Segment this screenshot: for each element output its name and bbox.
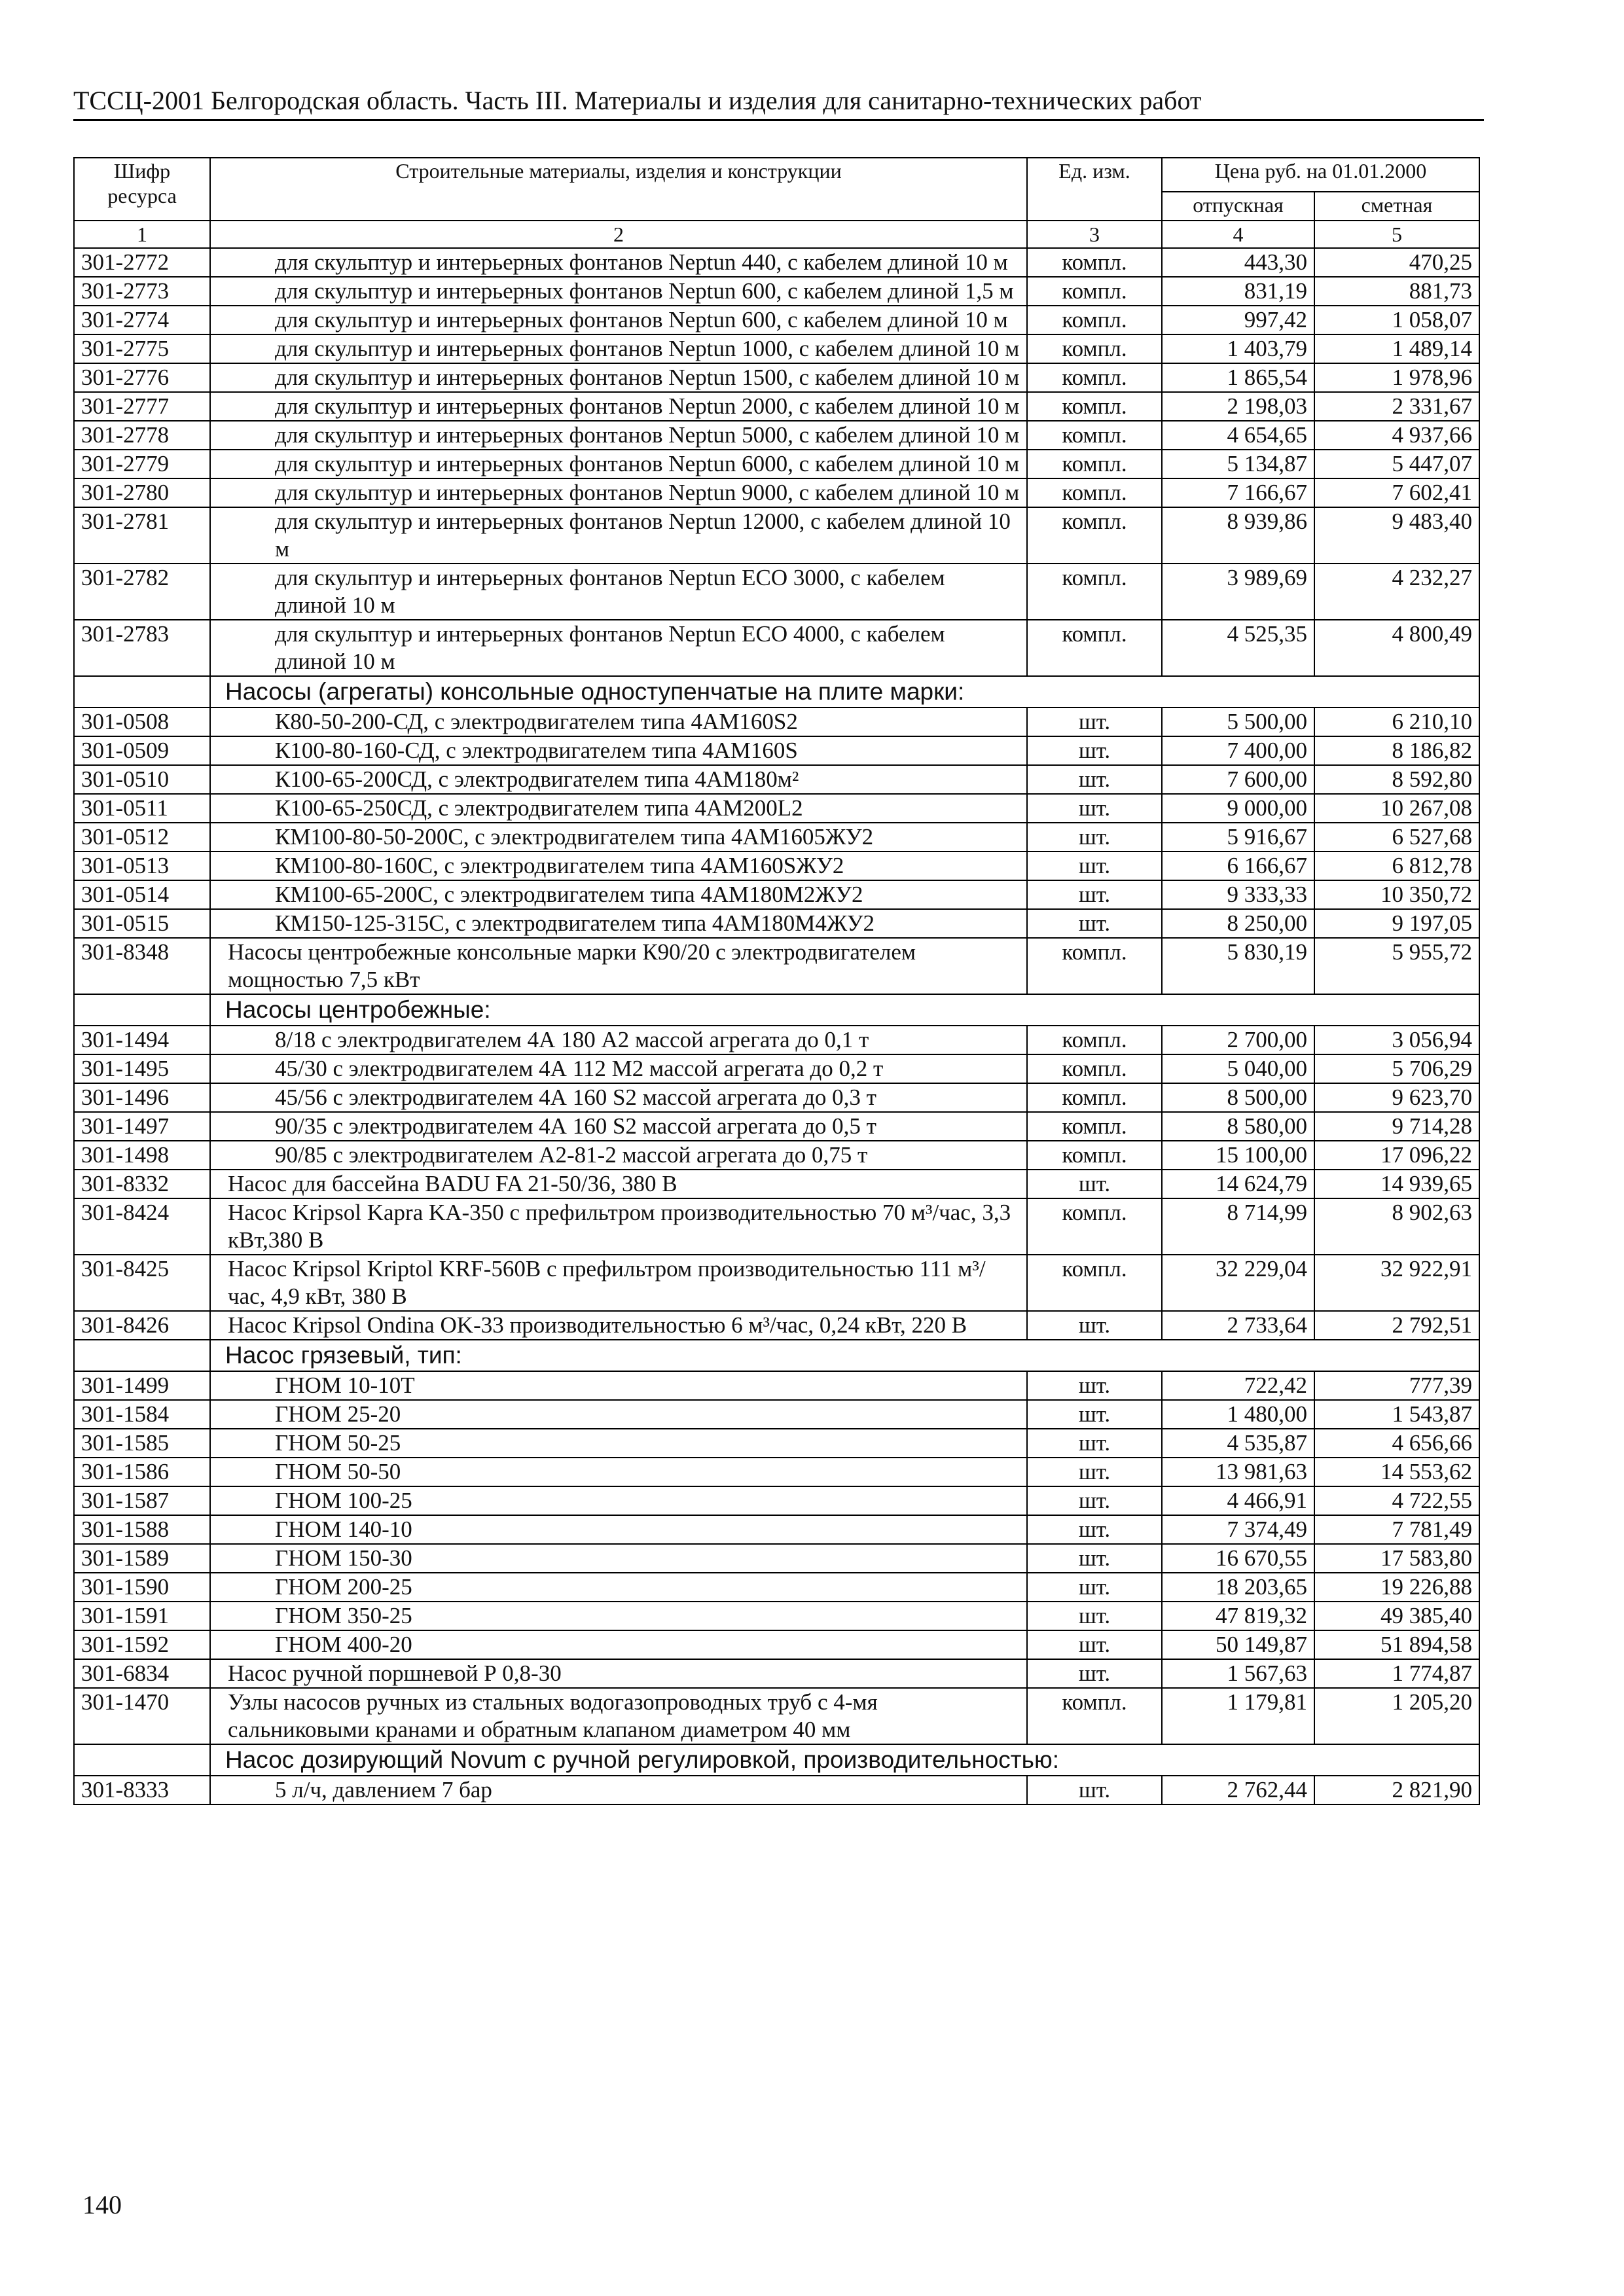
unit-of-measure: шт. — [1027, 1544, 1162, 1573]
estimate-price: 6 210,10 — [1314, 708, 1479, 736]
estimate-price: 8 186,82 — [1314, 736, 1479, 765]
section-title: Насосы центробежные: — [210, 994, 1479, 1026]
item-name: для скульптур и интерьерных фонтанов Neptun 12000, с кабелем длиной 10 м — [210, 507, 1027, 564]
resource-code: 301-1585 — [74, 1429, 210, 1458]
release-price: 15 100,00 — [1162, 1141, 1314, 1170]
item-name: 5 л/ч, давлением 7 бар — [210, 1776, 1027, 1804]
estimate-price: 19 226,88 — [1314, 1573, 1479, 1602]
resource-code: 301-8425 — [74, 1255, 210, 1311]
unit-of-measure: шт. — [1027, 1429, 1162, 1458]
estimate-price: 51 894,58 — [1314, 1630, 1479, 1659]
item-name: К80-50-200-СД, с электродвигателем типа 4АМ160S2 — [210, 708, 1027, 736]
estimate-price: 9 197,05 — [1314, 909, 1479, 938]
item-name: Насос ручной поршневой Р 0,8-30 — [210, 1659, 1027, 1688]
item-name: для скульптур и интерьерных фонтанов Neptun 600, с кабелем длиной 10 м — [210, 306, 1027, 334]
estimate-price: 4 937,66 — [1314, 421, 1479, 450]
item-name: К100-80-160-СД, с электродвигателем типа 4АМ160S — [210, 736, 1027, 765]
item-name: ГНОМ 350-25 — [210, 1602, 1027, 1630]
item-name: Насос Kripsol Kapra KA-350 с префильтром производительностью 70 м³/час, 3,3 кВт,380 В — [210, 1198, 1027, 1255]
item-name: Насос Kripsol Ondina OK-33 производительностью 6 м³/час, 0,24 кВт, 220 В — [210, 1311, 1027, 1340]
item-name: для скульптур и интерьерных фонтанов Neptun 2000, с кабелем длиной 10 м — [210, 392, 1027, 421]
table-row — [74, 1573, 1479, 1602]
table-row — [74, 334, 1479, 363]
column-number: 1 — [74, 221, 210, 248]
resource-code: 301-8424 — [74, 1198, 210, 1255]
table-row — [74, 823, 1479, 852]
item-name: для скульптур и интерьерных фонтанов Neptun 5000, с кабелем длиной 10 м — [210, 421, 1027, 450]
item-name: ГНОМ 100-25 — [210, 1486, 1027, 1515]
release-price: 4 466,91 — [1162, 1486, 1314, 1515]
section-title: Насосы (агрегаты) консольные одноступенчатые на плите марки: — [210, 676, 1479, 708]
table-row — [74, 1429, 1479, 1458]
table-row — [74, 1311, 1479, 1340]
resource-code: 301-0514 — [74, 880, 210, 909]
release-price: 1 865,54 — [1162, 363, 1314, 392]
estimate-price: 7 781,49 — [1314, 1515, 1479, 1544]
table-row — [74, 248, 1479, 277]
release-price: 2 733,64 — [1162, 1311, 1314, 1340]
estimate-price: 2 792,51 — [1314, 1311, 1479, 1340]
unit-of-measure: шт. — [1027, 736, 1162, 765]
estimate-price: 4 656,66 — [1314, 1429, 1479, 1458]
resource-code: 301-1588 — [74, 1515, 210, 1544]
item-name: для скульптур и интерьерных фонтанов Neptun 6000, с кабелем длиной 10 м — [210, 450, 1027, 478]
table-row — [74, 1255, 1479, 1311]
table-row — [74, 1400, 1479, 1429]
release-price: 13 981,63 — [1162, 1458, 1314, 1486]
estimate-price: 6 527,68 — [1314, 823, 1479, 852]
release-price: 3 989,69 — [1162, 564, 1314, 620]
release-price: 5 134,87 — [1162, 450, 1314, 478]
table-row — [74, 1371, 1479, 1400]
item-name: К100-65-200СД, с электродвигателем типа 4АМ180м² — [210, 765, 1027, 794]
estimate-price: 4 800,49 — [1314, 620, 1479, 676]
item-name: Насосы центробежные консольные марки К90/20 с электродвигателем мощностью 7,5 кВт — [210, 938, 1027, 994]
table-row — [74, 1630, 1479, 1659]
price-table — [73, 157, 1480, 1805]
unit-of-measure: шт. — [1027, 1371, 1162, 1400]
unit-of-measure: шт. — [1027, 1659, 1162, 1688]
table-row — [74, 1083, 1479, 1112]
unit-of-measure: компл. — [1027, 363, 1162, 392]
estimate-price: 8 592,80 — [1314, 765, 1479, 794]
unit-of-measure: компл. — [1027, 620, 1162, 676]
table-row — [74, 421, 1479, 450]
estimate-price: 1 543,87 — [1314, 1400, 1479, 1429]
item-name: для скульптур и интерьерных фонтанов Neptun 1000, с кабелем длиной 10 м — [210, 334, 1027, 363]
estimate-price: 8 902,63 — [1314, 1198, 1479, 1255]
table-row — [74, 277, 1479, 306]
table-row — [74, 708, 1479, 736]
item-name: КМ100-65-200С, с электродвигателем типа 4АМ180М2ЖУ2 — [210, 880, 1027, 909]
table-row — [74, 1458, 1479, 1486]
item-name: КМ100-80-50-200С, с электродвигателем типа 4АМ1605ЖУ2 — [210, 823, 1027, 852]
resource-code: 301-6834 — [74, 1659, 210, 1688]
table-row — [74, 450, 1479, 478]
unit-of-measure: компл. — [1027, 1054, 1162, 1083]
item-name: Насос для бассейна BADU FA 21-50/36, 380 В — [210, 1170, 1027, 1198]
table-row — [74, 794, 1479, 823]
resource-code: 301-0508 — [74, 708, 210, 736]
resource-code: 301-2774 — [74, 306, 210, 334]
estimate-price: 10 350,72 — [1314, 880, 1479, 909]
resource-code: 301-1587 — [74, 1486, 210, 1515]
resource-code: 301-1586 — [74, 1458, 210, 1486]
estimate-price: 17 583,80 — [1314, 1544, 1479, 1573]
resource-code: 301-2781 — [74, 507, 210, 564]
unit-of-measure: шт. — [1027, 852, 1162, 880]
release-price: 50 149,87 — [1162, 1630, 1314, 1659]
estimate-price: 2 331,67 — [1314, 392, 1479, 421]
estimate-price: 1 205,20 — [1314, 1688, 1479, 1744]
table-row — [74, 736, 1479, 765]
header-release-price: отпускная — [1162, 192, 1314, 221]
item-name: для скульптур и интерьерных фонтанов Neptun 9000, с кабелем длиной 10 м — [210, 478, 1027, 507]
estimate-price: 2 821,90 — [1314, 1776, 1479, 1804]
unit-of-measure: шт. — [1027, 765, 1162, 794]
release-price: 5 500,00 — [1162, 708, 1314, 736]
estimate-price: 49 385,40 — [1314, 1602, 1479, 1630]
item-name: 8/18 с электродвигателем 4А 180 А2 массой агрегата до 0,1 т — [210, 1026, 1027, 1054]
column-number: 4 — [1162, 221, 1314, 248]
resource-code: 301-1494 — [74, 1026, 210, 1054]
item-name: ГНОМ 10-10Т — [210, 1371, 1027, 1400]
table-row — [74, 1141, 1479, 1170]
release-price: 4 535,87 — [1162, 1429, 1314, 1458]
item-name: 45/56 с электродвигателем 4А 160 S2 массой агрегата до 0,3 т — [210, 1083, 1027, 1112]
unit-of-measure: компл. — [1027, 507, 1162, 564]
resource-code: 301-2772 — [74, 248, 210, 277]
release-price: 2 700,00 — [1162, 1026, 1314, 1054]
release-price: 997,42 — [1162, 306, 1314, 334]
table-body — [74, 248, 1479, 1804]
item-name: 45/30 с электродвигателем 4А 112 М2 массой агрегата до 0,2 т — [210, 1054, 1027, 1083]
estimate-price: 3 056,94 — [1314, 1026, 1479, 1054]
release-price: 1 567,63 — [1162, 1659, 1314, 1688]
unit-of-measure: компл. — [1027, 1141, 1162, 1170]
resource-code: 301-1584 — [74, 1400, 210, 1429]
unit-of-measure: шт. — [1027, 909, 1162, 938]
header-divider — [73, 119, 1484, 121]
resource-code: 301-0510 — [74, 765, 210, 794]
unit-of-measure: компл. — [1027, 1255, 1162, 1311]
item-name: ГНОМ 25-20 — [210, 1400, 1027, 1429]
resource-code: 301-1589 — [74, 1544, 210, 1573]
resource-code: 301-1590 — [74, 1573, 210, 1602]
unit-of-measure: шт. — [1027, 1776, 1162, 1804]
item-name: Узлы насосов ручных из стальных водогазопроводных труб с 4-мя сальниковыми кранами и обратным клапаном диаметром 40 мм — [210, 1688, 1027, 1744]
table-row — [74, 1659, 1479, 1688]
estimate-price: 1 058,07 — [1314, 306, 1479, 334]
resource-code: 301-8426 — [74, 1311, 210, 1340]
unit-of-measure: шт. — [1027, 1602, 1162, 1630]
resource-code: 301-0513 — [74, 852, 210, 880]
release-price: 8 580,00 — [1162, 1112, 1314, 1141]
estimate-price: 6 812,78 — [1314, 852, 1479, 880]
section-code-cell — [74, 1340, 210, 1371]
unit-of-measure: компл. — [1027, 306, 1162, 334]
unit-of-measure: шт. — [1027, 1170, 1162, 1198]
estimate-price: 7 602,41 — [1314, 478, 1479, 507]
estimate-price: 1 774,87 — [1314, 1659, 1479, 1688]
section-row — [74, 1744, 1479, 1776]
estimate-price: 17 096,22 — [1314, 1141, 1479, 1170]
table-row — [74, 765, 1479, 794]
unit-of-measure: шт. — [1027, 823, 1162, 852]
item-name: ГНОМ 150-30 — [210, 1544, 1027, 1573]
resource-code: 301-8348 — [74, 938, 210, 994]
table-row — [74, 1054, 1479, 1083]
estimate-price: 1 978,96 — [1314, 363, 1479, 392]
release-price: 8 939,86 — [1162, 507, 1314, 564]
release-price: 8 500,00 — [1162, 1083, 1314, 1112]
section-row — [74, 676, 1479, 708]
estimate-price: 5 706,29 — [1314, 1054, 1479, 1083]
table-row — [74, 1776, 1479, 1804]
item-name: для скульптур и интерьерных фонтанов Neptun 1500, с кабелем длиной 10 м — [210, 363, 1027, 392]
resource-code: 301-2777 — [74, 392, 210, 421]
item-name: 90/85 с электродвигателем А2-81-2 массой агрегата до 0,75 т — [210, 1141, 1027, 1170]
unit-of-measure: компл. — [1027, 478, 1162, 507]
release-price: 16 670,55 — [1162, 1544, 1314, 1573]
resource-code: 301-2779 — [74, 450, 210, 478]
resource-code: 301-1592 — [74, 1630, 210, 1659]
unit-of-measure: компл. — [1027, 1688, 1162, 1744]
table-row — [74, 1198, 1479, 1255]
header-name: Строительные материалы, изделия и конструкции — [210, 158, 1027, 221]
item-name: для скульптур и интерьерных фонтанов Neptun 440, с кабелем длиной 10 м — [210, 248, 1027, 277]
unit-of-measure: шт. — [1027, 880, 1162, 909]
release-price: 7 400,00 — [1162, 736, 1314, 765]
resource-code: 301-1499 — [74, 1371, 210, 1400]
header-price: Цена руб. на 01.01.2000 — [1162, 158, 1479, 192]
unit-of-measure: компл. — [1027, 277, 1162, 306]
estimate-price: 1 489,14 — [1314, 334, 1479, 363]
item-name: ГНОМ 50-50 — [210, 1458, 1027, 1486]
resource-code: 301-2782 — [74, 564, 210, 620]
table-row — [74, 620, 1479, 676]
release-price: 831,19 — [1162, 277, 1314, 306]
item-name: ГНОМ 400-20 — [210, 1630, 1027, 1659]
table-row — [74, 363, 1479, 392]
release-price: 47 819,32 — [1162, 1602, 1314, 1630]
item-name: ГНОМ 140-10 — [210, 1515, 1027, 1544]
release-price: 4 525,35 — [1162, 620, 1314, 676]
release-price: 5 830,19 — [1162, 938, 1314, 994]
section-code-cell — [74, 994, 210, 1026]
estimate-price: 32 922,91 — [1314, 1255, 1479, 1311]
resource-code: 301-1497 — [74, 1112, 210, 1141]
table-row — [74, 1602, 1479, 1630]
item-name: КМ150-125-315С, с электродвигателем типа 4АМ180М4ЖУ2 — [210, 909, 1027, 938]
unit-of-measure: компл. — [1027, 1026, 1162, 1054]
estimate-price: 10 267,08 — [1314, 794, 1479, 823]
page-header-title: ТССЦ-2001 Белгородская область. Часть III. Материалы и изделия для санитарно-технических работ — [73, 86, 1202, 115]
release-price: 8 250,00 — [1162, 909, 1314, 938]
unit-of-measure: компл. — [1027, 1083, 1162, 1112]
release-price: 32 229,04 — [1162, 1255, 1314, 1311]
section-title: Насос грязевый, тип: — [210, 1340, 1479, 1371]
resource-code: 301-0515 — [74, 909, 210, 938]
resource-code: 301-8333 — [74, 1776, 210, 1804]
resource-code: 301-2783 — [74, 620, 210, 676]
table-row — [74, 1112, 1479, 1141]
resource-code: 301-2773 — [74, 277, 210, 306]
unit-of-measure: шт. — [1027, 1458, 1162, 1486]
unit-of-measure: шт. — [1027, 1311, 1162, 1340]
release-price: 18 203,65 — [1162, 1573, 1314, 1602]
unit-of-measure: шт. — [1027, 1400, 1162, 1429]
table-row — [74, 909, 1479, 938]
table-row — [74, 392, 1479, 421]
table-row — [74, 1688, 1479, 1744]
resource-code: 301-0512 — [74, 823, 210, 852]
release-price: 6 166,67 — [1162, 852, 1314, 880]
table-row — [74, 507, 1479, 564]
estimate-price: 14 553,62 — [1314, 1458, 1479, 1486]
release-price: 443,30 — [1162, 248, 1314, 277]
unit-of-measure: компл. — [1027, 938, 1162, 994]
table-row — [74, 1170, 1479, 1198]
item-name: 90/35 с электродвигателем 4А 160 S2 массой агрегата до 0,5 т — [210, 1112, 1027, 1141]
table-row — [74, 1544, 1479, 1573]
release-price: 1 480,00 — [1162, 1400, 1314, 1429]
estimate-price: 9 714,28 — [1314, 1112, 1479, 1141]
item-name: для скульптур и интерьерных фонтанов Neptun ECO 4000, с кабелем длиной 10 м — [210, 620, 1027, 676]
release-price: 2 198,03 — [1162, 392, 1314, 421]
release-price: 2 762,44 — [1162, 1776, 1314, 1804]
resource-code: 301-0509 — [74, 736, 210, 765]
release-price: 1 179,81 — [1162, 1688, 1314, 1744]
release-price: 4 654,65 — [1162, 421, 1314, 450]
unit-of-measure: шт. — [1027, 1630, 1162, 1659]
estimate-price: 14 939,65 — [1314, 1170, 1479, 1198]
estimate-price: 5 955,72 — [1314, 938, 1479, 994]
release-price: 7 600,00 — [1162, 765, 1314, 794]
unit-of-measure: шт. — [1027, 1573, 1162, 1602]
section-code-cell — [74, 1744, 210, 1776]
table-row — [74, 478, 1479, 507]
item-name: ГНОМ 50-25 — [210, 1429, 1027, 1458]
table-row — [74, 938, 1479, 994]
resource-code: 301-1498 — [74, 1141, 210, 1170]
unit-of-measure: компл. — [1027, 1112, 1162, 1141]
item-name: К100-65-250СД, с электродвигателем типа 4АМ200L2 — [210, 794, 1027, 823]
column-number: 2 — [210, 221, 1027, 248]
unit-of-measure: компл. — [1027, 248, 1162, 277]
header-code: Шифр ресурса — [74, 158, 210, 221]
resource-code: 301-1495 — [74, 1054, 210, 1083]
resource-code: 301-8332 — [74, 1170, 210, 1198]
table-row — [74, 880, 1479, 909]
table-row — [74, 852, 1479, 880]
section-code-cell — [74, 676, 210, 708]
release-price: 9 333,33 — [1162, 880, 1314, 909]
unit-of-measure: шт. — [1027, 708, 1162, 736]
resource-code: 301-1496 — [74, 1083, 210, 1112]
resource-code: 301-2775 — [74, 334, 210, 363]
page-number: 140 — [82, 2190, 122, 2219]
item-name: Насос Kripsol Kriptol KRF-560В с префильтром производительностью 111 м³/час, 4,9 кВт, 380 В — [210, 1255, 1027, 1311]
release-price: 7 374,49 — [1162, 1515, 1314, 1544]
resource-code: 301-2780 — [74, 478, 210, 507]
section-row — [74, 994, 1479, 1026]
estimate-price: 881,73 — [1314, 277, 1479, 306]
release-price: 8 714,99 — [1162, 1198, 1314, 1255]
release-price: 9 000,00 — [1162, 794, 1314, 823]
header-unit: Ед. изм. — [1027, 158, 1162, 221]
estimate-price: 777,39 — [1314, 1371, 1479, 1400]
unit-of-measure: компл. — [1027, 450, 1162, 478]
table-row — [74, 1486, 1479, 1515]
unit-of-measure: компл. — [1027, 334, 1162, 363]
item-name: для скульптур и интерьерных фонтанов Neptun ECO 3000, с кабелем длиной 10 м — [210, 564, 1027, 620]
unit-of-measure: компл. — [1027, 564, 1162, 620]
section-row — [74, 1340, 1479, 1371]
release-price: 1 403,79 — [1162, 334, 1314, 363]
unit-of-measure: шт. — [1027, 794, 1162, 823]
unit-of-measure: компл. — [1027, 392, 1162, 421]
estimate-price: 4 722,55 — [1314, 1486, 1479, 1515]
table-row — [74, 306, 1479, 334]
unit-of-measure: шт. — [1027, 1486, 1162, 1515]
unit-of-measure: компл. — [1027, 1198, 1162, 1255]
header-estimate-price: сметная — [1314, 192, 1479, 221]
release-price: 7 166,67 — [1162, 478, 1314, 507]
resource-code: 301-2778 — [74, 421, 210, 450]
unit-of-measure: шт. — [1027, 1515, 1162, 1544]
estimate-price: 470,25 — [1314, 248, 1479, 277]
estimate-price: 9 483,40 — [1314, 507, 1479, 564]
resource-code: 301-1591 — [74, 1602, 210, 1630]
release-price: 722,42 — [1162, 1371, 1314, 1400]
column-number: 5 — [1314, 221, 1479, 248]
table-row — [74, 1515, 1479, 1544]
item-name: для скульптур и интерьерных фонтанов Neptun 600, с кабелем длиной 1,5 м — [210, 277, 1027, 306]
item-name: КМ100-80-160С, с электродвигателем типа 4АМ160SЖУ2 — [210, 852, 1027, 880]
item-name: ГНОМ 200-25 — [210, 1573, 1027, 1602]
section-title: Насос дозирующий Novum с ручной регулировкой, производительностью: — [210, 1744, 1479, 1776]
resource-code: 301-0511 — [74, 794, 210, 823]
release-price: 14 624,79 — [1162, 1170, 1314, 1198]
estimate-price: 9 623,70 — [1314, 1083, 1479, 1112]
column-number: 3 — [1027, 221, 1162, 248]
table-row — [74, 1026, 1479, 1054]
resource-code: 301-2776 — [74, 363, 210, 392]
release-price: 5 916,67 — [1162, 823, 1314, 852]
release-price: 5 040,00 — [1162, 1054, 1314, 1083]
estimate-price: 5 447,07 — [1314, 450, 1479, 478]
resource-code: 301-1470 — [74, 1688, 210, 1744]
unit-of-measure: компл. — [1027, 421, 1162, 450]
estimate-price: 4 232,27 — [1314, 564, 1479, 620]
table-row — [74, 564, 1479, 620]
